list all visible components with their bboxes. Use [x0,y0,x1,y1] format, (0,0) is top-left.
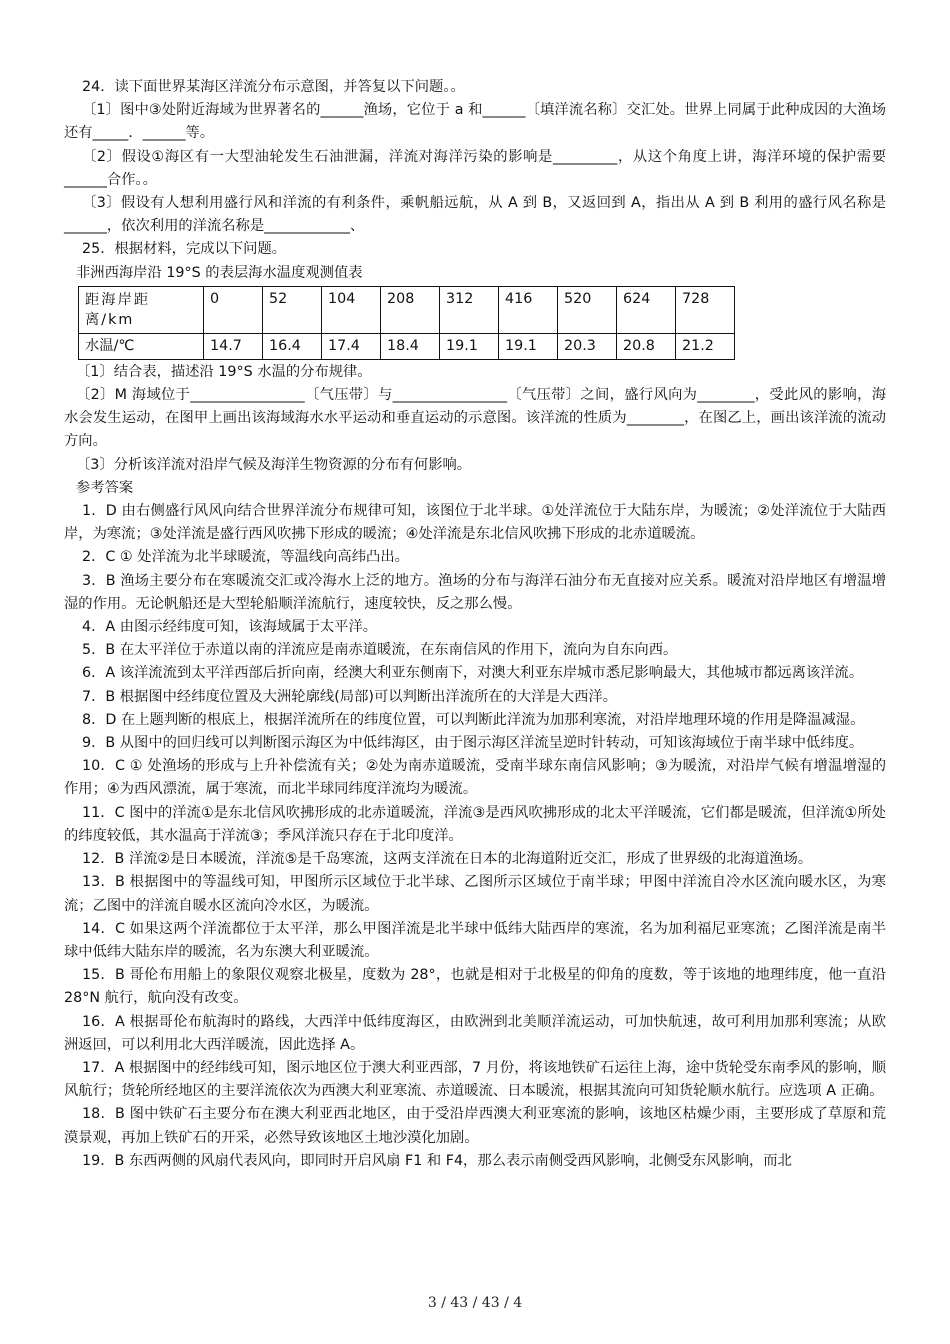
answer-item: 12．B 洋流②是日本暖流，洋流⑤是千岛寒流，这两支洋流在日本的北海道附近交汇，形成了世界级的北海道渔场。 [82,851,813,868]
q25-title: 25．根据材料，完成以下问题。 [82,241,287,258]
temperature-cell: 19.1 [499,333,558,359]
answer-item: 5．B 在太平洋位于赤道以南的洋流应是南赤道暖流，在东南信风的作用下，流向为自东向西。 [82,642,678,659]
table-row-temperature [79,333,735,359]
temperature-cell: 20.8 [617,333,676,359]
temperature-cell: 17.4 [322,333,381,359]
answer-item: 14．C 如果这两个洋流都位于太平洋，那么甲图洋流是北半球中低纬大陆西岸的寒流，名为加利福尼亚寒流；乙图洋流是南半球中低纬大陆东岸的暖流，名为东澳大利亚暖流。 [64,920,886,960]
temperature-cell: 20.3 [558,333,617,359]
answer-item: 1．D 由右侧盛行风风向结合世界洋流分布规律可知，该图位于北半球。①处洋流位于大陆东岸，为暖流；②处洋流位于大陆西岸，为寒流；③处洋流是盛行西风吹拂下形成的暖流；④处洋流是东北信风吹拂下形成的北赤道暖流。 [64,503,886,543]
q25-part1: 〔1〕结合表，描述沿 19°S 水温的分布规律。 [76,363,372,380]
answer-item: 9．B 从图中的回归线可以判断图示海区为中低纬海区，由于图示海区洋流呈逆时针转动，可知该海域位于南半球中低纬度。 [82,735,864,752]
q25-part3: 〔3〕分析该洋流对沿岸气候及海洋生物资源的分布有何影响。 [76,456,472,473]
answer-item: 4．A 由图示经纬度可知，该海域属于太平洋。 [82,619,378,636]
distance-cell: 624 [617,286,676,333]
answer-item: 16．A 根据哥伦布航海时的路线，大西洋中低纬度海区，由欧洲到北美顺洋流运动，可加快航速，故可利用加那利寒流；从欧洲返回，可以利用北大西洋暖流，因此选择 A。 [64,1013,886,1053]
q25-part2: 〔2〕M 海域位于________________〔气压带〕与________________〔气压带〕之间，盛行风向为________，受此风的影响，海水会发生运动，在图甲上画出该海域海水水平运动和垂直运动的示意图。该洋流的性质为________，在图乙上，画出该洋流的流动方向。 [64,387,886,450]
answer-item: 6．A 该洋流流到太平洋西部后折向南，经澳大利亚东侧南下，对澳大利亚东岸城市悉尼影响最大，其他城市都远离该洋流。 [82,665,864,682]
answer-item: 18．B 图中铁矿石主要分布在澳大利亚西北地区，由于受沿岸西澳大利亚寒流的影响，该地区枯燥少雨，主要形成了草原和荒漠景观，再加上铁矿石的开采，必然导致该地区土地沙漠化加剧。 [64,1106,886,1146]
q24-part3: 〔3〕假设有人想利用盛行风和洋流的有利条件，乘帆船远航，从 A 到 B，又返回到 A，指出从 A 到 B 利用的盛行风名称是______，依次利用的洋流名称是____________、 [64,195,886,235]
answer-item: 10．C ① 处渔场的形成与上升补偿流有关；②处为南赤道暖流，受南半球东南信风影响；③为暖流，对沿岸气候有增温增湿的作用；④为西风漂流，属于寒流，而北半球同纬度洋流均为暖流。 [64,758,886,798]
distance-cell: 104 [322,286,381,333]
table-caption: 非洲西海岸沿 19°S 的表层海水温度观测值表 [76,264,363,281]
temperature-cell: 18.4 [381,333,440,359]
answer-list [64,500,886,1173]
q24-part1: 〔1〕图中③处附近海域为世界著名的______渔场，它位于 a 和______〔填洋流名称〕交汇处。世界上同属于此种成因的大渔场还有_____．______等。 [64,102,886,142]
answer-item: 2．C ① 处洋流为北半球暖流，等温线向高纬凸出。 [82,549,409,566]
table-row-distance [79,286,735,333]
answer-item: 8．D 在上题判断的根底上，根据洋流所在的纬度位置，可以判断此洋流为加那利寒流，对沿岸地理环境的作用是降温减湿。 [82,711,865,728]
page-number: 3 / 43 / 43 / 4 [427,1295,523,1311]
answers-heading: 参考答案 [76,479,134,496]
temperature-table [78,286,735,360]
distance-cell: 416 [499,286,558,333]
distance-cell: 520 [558,286,617,333]
q24-part2: 〔2〕假设①海区有一大型油轮发生石油泄漏，洋流对海洋污染的影响是_________，从这个角度上讲，海洋环境的保护需要______合作。。 [64,148,886,188]
answer-item: 19．B 东西两侧的风扇代表风向，即同时开启风扇 F1 和 F4，那么表示南侧受西风影响，北侧受东风影响，而北 [82,1152,792,1169]
answer-item: 15．B 哥伦布用船上的象限仪观察北极星，度数为 28°，也就是相对于北极星的仰角的度数，等于该地的地理纬度，他一直沿 28°N 航行，航向没有改变。 [64,967,886,1007]
distance-cell: 52 [263,286,322,333]
temperature-cell: 21.2 [676,333,735,359]
answer-item: 7．B 根据图中经纬度位置及大洲轮廓线(局部)可以判断出洋流所在的大洋是大西洋。 [82,688,617,705]
distance-cell: 728 [676,286,735,333]
temperature-cell: 16.4 [263,333,322,359]
temperature-cell: 14.7 [204,333,263,359]
distance-cell: 208 [381,286,440,333]
distance-cell: 312 [440,286,499,333]
q24-title: 24．读下面世界某海区洋流分布示意图，并答复以下问题。。 [82,79,465,95]
document-body [64,76,886,1173]
answer-item: 13．B 根据图中的等温线可知，甲图所示区域位于北半球、乙图所示区域位于南半球；甲图中洋流自冷水区流向暖水区，为寒流；乙图中的洋流自暖水区流向冷水区，为暖流。 [64,874,886,914]
temperature-cell: 19.1 [440,333,499,359]
row-label-distance: 距海岸距离/km [79,286,204,333]
answer-item: 17．A 根据图中的经纬线可知，图示地区位于澳大利亚西部，7 月份，将该地铁矿石运往上海，途中货轮受东南季风的影响，顺风航行；货轮所经地区的主要洋流依次为西澳大利亚寒流、赤道暖流、日本暖流，根据其流向可知货轮顺水航行。应选项 A 正确。 [64,1059,886,1100]
row-label-temperature: 水温/℃ [79,333,204,359]
answer-item: 11．C 图中的洋流①是东北信风吹拂形成的北赤道暖流，洋流③是西风吹拂形成的北太平洋暖流，它们都是暖流，但洋流①所处的纬度较低，其水温高于洋流③；季风洋流只存在于北印度洋。 [64,804,886,844]
distance-cell: 0 [204,286,263,333]
answer-item: 3．B 渔场主要分布在寒暖流交汇或冷海水上泛的地方。渔场的分布与海洋石油分布无直接对应关系。暖流对沿岸地区有增温增湿的作用。无论帆船还是大型轮船顺洋流航行，速度较快，反之那么慢。 [64,572,886,612]
